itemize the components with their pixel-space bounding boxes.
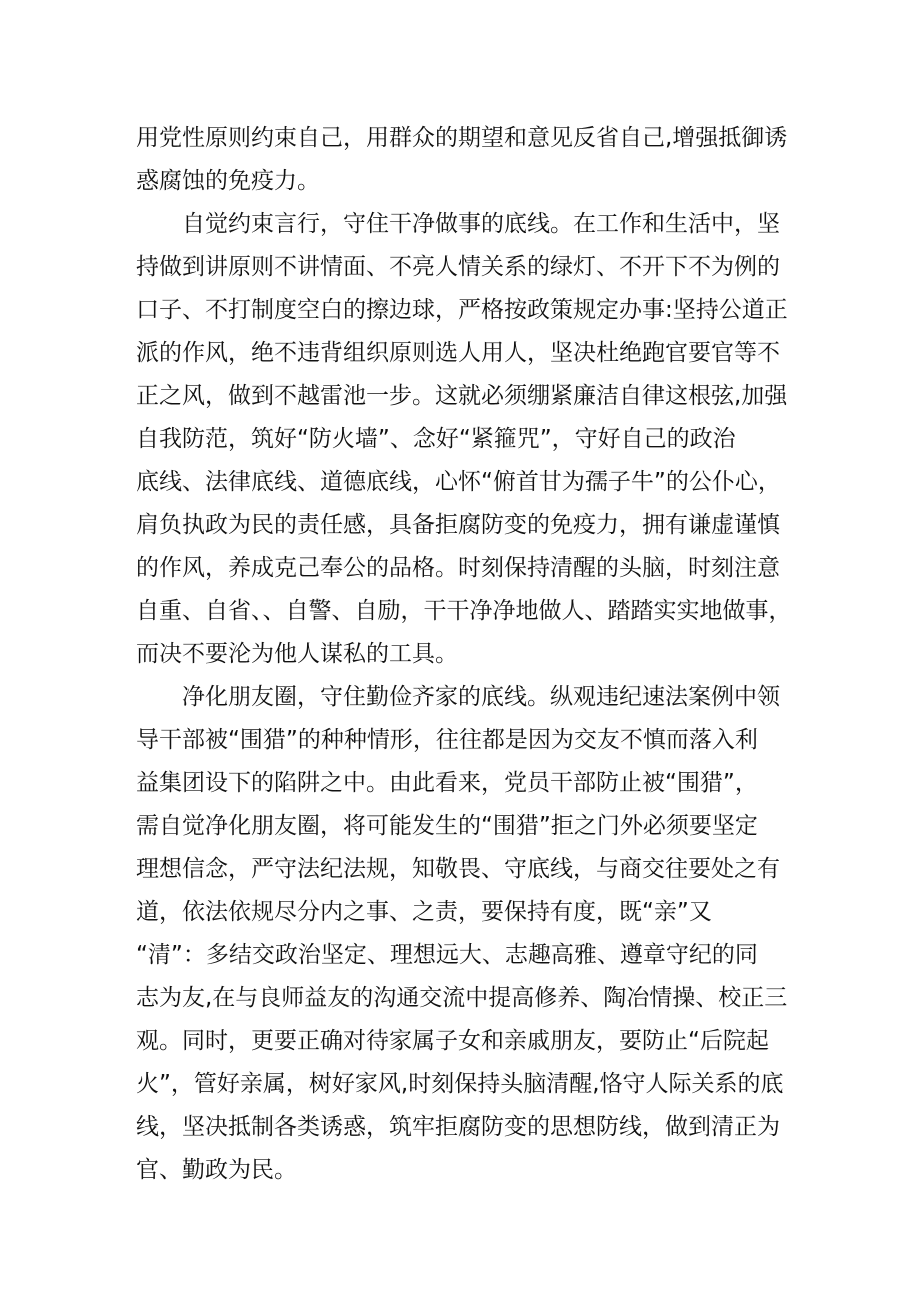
text-line: 志为友,在与良师益友的沟通交流中提高修养、陶冶情操、校正三	[136, 985, 788, 1011]
text-line: 持做到讲原则不讲情面、不亮人情关系的绿灯、不开下不为例的	[136, 254, 780, 280]
text-line: “清”：多结交政治坚定、理想远大、志趣高雅、遵章守纪的同	[136, 942, 758, 968]
text-line: 官、勤政为民。	[136, 1157, 297, 1183]
text-line: 口子、不打制度空白的擦边球，严格按政策规定办事:坚持公道正	[136, 297, 788, 323]
text-line: 道，依法依规尽分内之事、之责，要保持有度，既“亲”又	[136, 899, 712, 925]
text-line: 而决不要沦为他人谋私的工具。	[136, 641, 458, 667]
text-line: 火”，管好亲属，树好家风,时刻保持头脑清醒,恪守人际关系的底	[136, 1071, 784, 1097]
text-line: 正之风，做到不越雷池一步。这就必须绷紧廉洁自律这根弦,加强	[136, 383, 788, 409]
text-line: 线，坚决抵制各类诱惑，筑牢拒腐防变的思想防线，做到清正为	[136, 1114, 780, 1140]
text-line: 惑腐蚀的免疫力。	[136, 168, 320, 194]
paragraph-1	[136, 117, 792, 203]
text-line: 观。同时，更要正确对待家属子女和亲戚朋友，要防止“后院起	[136, 1028, 769, 1054]
document-body	[136, 117, 792, 1192]
text-line: 自觉约束言行，守住干净做事的底线。在工作和生活中，坚	[136, 211, 780, 237]
text-line: 自我防范，筑好“防火墙”、念好“紧箍咒”，守好自己的政治	[136, 426, 736, 452]
text-line: 底线、法律底线、道德底线，心怀“俯首甘为孺子牛”的公仆心，	[136, 469, 781, 495]
text-line: 的作风，养成克己奉公的品格。时刻保持清醒的头脑，时刻注意	[136, 555, 780, 581]
text-line: 导干部被“围猎”的种种情形，往往都是因为交友不慎而落入利	[136, 727, 758, 753]
text-line: 需自觉净化朋友圈，将可能发生的“围猎”拒之门外必须要坚定	[136, 813, 758, 839]
text-line: 肩负执政为民的责任感，具备拒腐防变的免疫力，拥有谦虚谨慎	[136, 512, 780, 538]
text-line: 净化朋友圈，守住勤俭齐家的底线。纵观违纪速法案例中领	[136, 684, 780, 710]
text-line: 理想信念，严守法纪法规，知敬畏、守底线，与商交往要处之有	[136, 856, 780, 882]
text-line: 益集团设下的陷阱之中。由此看来，党员干部防止被“围猎”，	[136, 770, 758, 796]
text-line: 派的作风，绝不违背组织原则选人用人，坚决杜绝跑官要官等不	[136, 340, 780, 366]
paragraph-3	[136, 676, 792, 1192]
paragraph-2	[136, 203, 792, 676]
text-line: 用党性原则约束自己，用群众的期望和意见反省自己,增强抵御诱	[136, 125, 788, 151]
text-line: 自重、自省、、自警、自励，干干净净地做人、踏踏实实地做事，	[136, 598, 792, 624]
